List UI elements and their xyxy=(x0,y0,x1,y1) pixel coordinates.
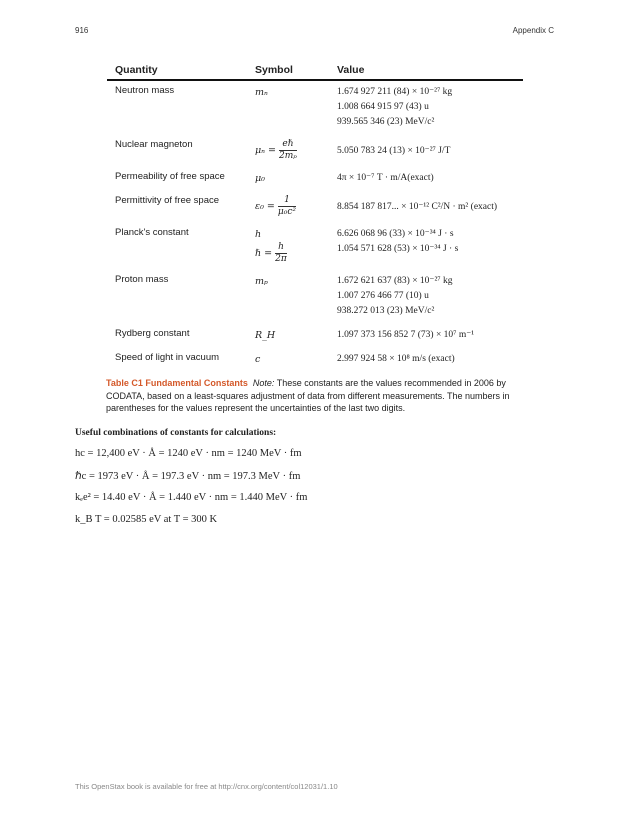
value-line: 938.272 013 (23) MeV/c² xyxy=(337,306,435,316)
quantity-cell: Speed of light in vacuum xyxy=(115,352,220,363)
col-header-symbol: Symbol xyxy=(247,62,329,80)
symbol-text: μ₀ xyxy=(255,173,265,184)
equation: kₑe² = 14.40 eV · Å = 1.440 eV · nm = 1.440 MeV · fm xyxy=(75,492,308,503)
caption-note-label: Note: xyxy=(252,378,275,388)
table-row xyxy=(107,324,523,348)
symbol-fraction xyxy=(279,139,297,162)
fraction-numerator: 1 xyxy=(278,195,296,207)
value-line: 5.050 783 24 (13) × 10⁻²⁷ J/T xyxy=(337,146,451,156)
value-line: 1.672 621 637 (83) × 10⁻²⁷ kg xyxy=(337,276,453,286)
symbol-cell xyxy=(247,80,329,135)
fraction-denominator: μ₀c² xyxy=(277,207,297,217)
symbol-cell xyxy=(247,223,329,270)
value-line: 939.565 346 (23) MeV/c² xyxy=(337,117,435,127)
fraction-denominator: 2π xyxy=(275,254,287,264)
symbol-text: mₙ xyxy=(255,87,268,98)
symbol-text: c xyxy=(255,354,261,365)
symbol-text: mₚ xyxy=(255,276,268,287)
value-cell xyxy=(329,80,523,135)
symbol-fraction xyxy=(275,242,287,265)
quantity-cell: Nuclear magneton xyxy=(115,139,193,150)
table-row xyxy=(107,167,523,191)
table-row xyxy=(107,270,523,324)
equation: hc = 12,400 eV · Å = 1240 eV · nm = 1240 MeV · fm xyxy=(75,448,302,459)
quantity-cell: Planck's constant xyxy=(115,227,189,238)
value-line: 1.674 927 211 (84) × 10⁻²⁷ kg xyxy=(337,87,453,97)
value-cell xyxy=(329,223,523,270)
value-cell xyxy=(329,270,523,324)
quantity-cell: Neutron mass xyxy=(115,85,175,96)
value-line: 1.008 664 915 97 (43) u xyxy=(337,102,429,112)
value-cell xyxy=(329,191,523,223)
page-number: 916 xyxy=(75,26,89,35)
constants-table xyxy=(107,62,523,372)
symbol-cell xyxy=(247,167,329,191)
symbol-text: h xyxy=(255,229,262,240)
symbol-cell xyxy=(247,135,329,167)
table-caption xyxy=(106,377,526,415)
symbol-cell xyxy=(247,324,329,348)
fraction-denominator: 2mₚ xyxy=(279,151,297,161)
caption-text: These constants are the values recommended in 2006 by CODATA, based on a least-squares adjustment of data from different measurements. The numbers in parentheses for the values represent the uncertainties of the last two digits. xyxy=(106,378,510,413)
table-row xyxy=(107,348,523,372)
symbol-prefix: ε₀ = xyxy=(255,201,275,212)
symbol-cell xyxy=(247,191,329,223)
section-title: Appendix C xyxy=(512,26,554,35)
value-line: 1.097 373 156 852 7 (73) × 10⁷ m⁻¹ xyxy=(337,330,475,340)
value-cell xyxy=(329,348,523,372)
value-line: 4π × 10⁻⁷ T · m/A(exact) xyxy=(337,173,434,183)
caption-title: Table C1 Fundamental Constants xyxy=(106,378,248,388)
symbol-prefix: ℏ = xyxy=(255,248,273,259)
fraction-numerator: eℏ xyxy=(279,139,297,151)
table-row xyxy=(107,80,523,135)
quantity-cell: Permittivity of free space xyxy=(115,195,220,206)
footer-text: This OpenStax book is available for free at http://cnx.org/content/col12031/1.10 xyxy=(75,782,338,791)
fraction-numerator: h xyxy=(275,242,287,254)
table-row xyxy=(107,191,523,223)
table-row xyxy=(107,135,523,167)
value-line: 6.626 068 96 (33) × 10⁻³⁴ J · s xyxy=(337,229,454,239)
equation: k_B T = 0.02585 eV at T = 300 K xyxy=(75,514,218,525)
value-line: 8.854 187 817... × 10⁻¹² C²/N · m² (exact) xyxy=(337,202,498,212)
value-cell xyxy=(329,324,523,348)
table-header-row xyxy=(107,62,523,80)
value-line: 2.997 924 58 × 10⁸ m/s (exact) xyxy=(337,354,455,364)
equation: ℏc = 1973 eV · Å = 197.3 eV · nm = 197.3 MeV · fm xyxy=(75,471,301,482)
quantity-cell: Proton mass xyxy=(115,274,169,285)
value-cell xyxy=(329,167,523,191)
value-cell xyxy=(329,135,523,167)
col-header-quantity: Quantity xyxy=(107,62,247,80)
symbol-prefix: μₙ = xyxy=(255,145,277,156)
table-row xyxy=(107,223,523,270)
symbol-text: R_H xyxy=(255,330,276,341)
symbol-cell xyxy=(247,270,329,324)
quantity-cell: Rydberg constant xyxy=(115,328,190,339)
value-line: 1.007 276 466 77 (10) u xyxy=(337,291,429,301)
quantity-cell: Permeability of free space xyxy=(115,171,225,182)
value-line: 1.054 571 628 (53) × 10⁻³⁴ J · s xyxy=(337,244,459,254)
useful-combinations-heading: Useful combinations of constants for calculations: xyxy=(75,428,277,438)
symbol-fraction xyxy=(278,195,296,218)
symbol-cell xyxy=(247,348,329,372)
col-header-value: Value xyxy=(329,62,523,80)
